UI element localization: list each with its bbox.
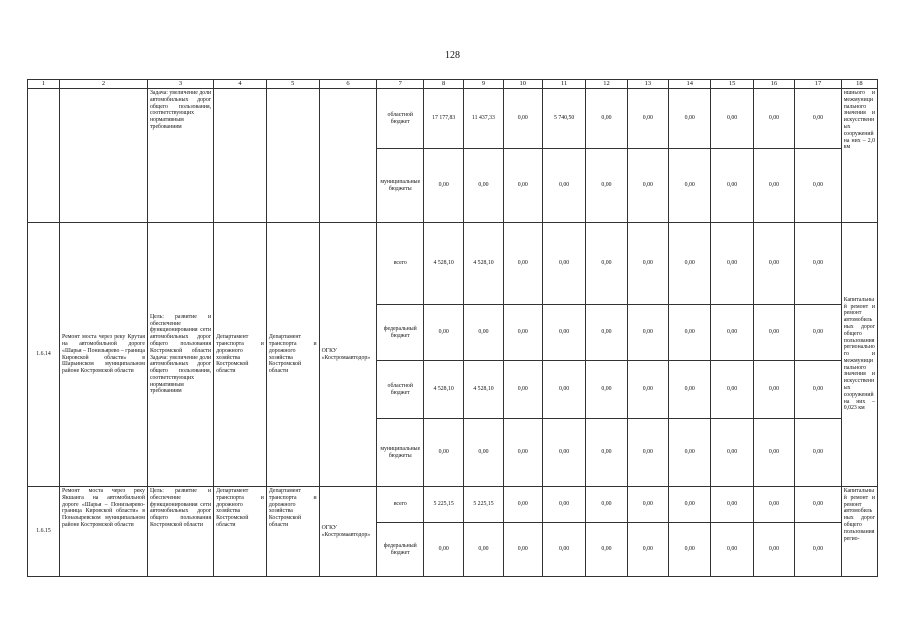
header-cell: 12 (586, 80, 627, 89)
header-cell: 14 (669, 80, 711, 89)
item-executor: ОГКУ «Костромаавтодор» (319, 487, 377, 577)
value-cell: 0,00 (586, 149, 627, 223)
funding-source: областной бюджет (377, 361, 424, 419)
value-cell: 0,00 (711, 419, 753, 487)
item-name: Ремонт моста через реку Якшанга на автомобильной дороге «Шарья – Понизьярево-граница Кировской области» в Поназыревском муниципальном районе Костромской области (60, 487, 148, 577)
value-cell: 0,00 (669, 487, 711, 523)
header-cell: 16 (753, 80, 794, 89)
funding-source: федеральный бюджет (377, 523, 424, 577)
value-cell: 0,00 (586, 361, 627, 419)
value-cell: 0,00 (503, 223, 542, 305)
funding-source: федеральный бюджет (377, 305, 424, 361)
value-cell: 4 528,10 (424, 223, 464, 305)
value-cell: 0,00 (669, 89, 711, 149)
header-cell: 15 (711, 80, 753, 89)
header-cell: 10 (503, 80, 542, 89)
value-cell: 0,00 (542, 223, 585, 305)
value-cell: 0,00 (795, 361, 842, 419)
funding-source: муниципальные бюджеты (377, 149, 424, 223)
value-cell: 0,00 (503, 487, 542, 523)
value-cell: 0,00 (464, 523, 503, 577)
value-cell: 0,00 (627, 523, 668, 577)
item-goal: Цель: развитие и обеспечение функционирования сети автомобильных дорог общего пользования Костромской области (147, 487, 213, 577)
value-cell: 0,00 (627, 419, 668, 487)
value-cell: 0,00 (669, 419, 711, 487)
table-row (28, 223, 878, 305)
value-cell: 0,00 (753, 487, 794, 523)
value-cell: 0,00 (627, 89, 668, 149)
funding-source: областной бюджет (377, 89, 424, 149)
value-cell: 4 528,10 (464, 361, 503, 419)
header-cell: 3 (147, 80, 213, 89)
value-cell: 0,00 (424, 149, 464, 223)
value-cell: 0,00 (542, 487, 585, 523)
value-cell: 0,00 (586, 419, 627, 487)
header-row (28, 80, 878, 89)
value-cell: 0,00 (424, 305, 464, 361)
value-cell: 0,00 (669, 149, 711, 223)
header-cell: 1 (28, 80, 60, 89)
note-cell: ншнього и межмуниципального значения и искусственных сооружений на них – 2,0 км (841, 89, 877, 223)
item-number: 1.6.14 (28, 223, 60, 487)
value-cell: 0,00 (542, 305, 585, 361)
value-cell: 0,00 (464, 305, 503, 361)
item-dept: Департамент транспорта и дорожного хозяйства Костромской области (214, 487, 267, 577)
value-cell: 0,00 (627, 487, 668, 523)
item-number-cell (28, 89, 60, 223)
value-cell: 4 528,10 (464, 223, 503, 305)
value-cell: 0,00 (503, 523, 542, 577)
value-cell: 5 225,15 (464, 487, 503, 523)
header-cell: 18 (841, 80, 877, 89)
value-cell: 0,00 (795, 305, 842, 361)
value-cell: 0,00 (503, 89, 542, 149)
value-cell: 0,00 (503, 149, 542, 223)
value-cell: 0,00 (795, 419, 842, 487)
value-cell: 0,00 (586, 487, 627, 523)
value-cell: 0,00 (711, 305, 753, 361)
item-goal: Цель: развитие и обеспечение функционирования сети автомобильных дорог общего пользования Костромской области Задача: увеличение доли автомобильных дорог общего пользования, соответствующих нормативным требованиям (147, 223, 213, 487)
funding-source: муниципальные бюджеты (377, 419, 424, 487)
executor-cell (319, 89, 377, 223)
value-cell: 5 740,50 (542, 89, 585, 149)
value-cell: 0,00 (669, 223, 711, 305)
value-cell: 0,00 (795, 223, 842, 305)
value-cell: 0,00 (503, 419, 542, 487)
item-dept-2: Департамент транспорта и дорожного хозяйства Костромской области (266, 487, 319, 577)
value-cell: 4 528,10 (424, 361, 464, 419)
item-executor: ОГКУ «Костромаавтодор» (319, 223, 377, 487)
value-cell: 0,00 (586, 223, 627, 305)
header-cell: 4 (214, 80, 267, 89)
value-cell: 0,00 (711, 361, 753, 419)
header-cell: 11 (542, 80, 585, 89)
value-cell: 0,00 (542, 361, 585, 419)
value-cell: 0,00 (627, 149, 668, 223)
item-number: 1.6.15 (28, 487, 60, 577)
value-cell: 0,00 (424, 523, 464, 577)
value-cell: 0,00 (753, 523, 794, 577)
header-cell: 2 (60, 80, 148, 89)
item-note: Капитальный ремонт и ремонт автомобильных дорог общего пользования регио- (841, 487, 877, 577)
value-cell: 0,00 (424, 419, 464, 487)
header-cell: 7 (377, 80, 424, 89)
value-cell: 0,00 (753, 305, 794, 361)
value-cell: 0,00 (464, 149, 503, 223)
value-cell: 0,00 (586, 89, 627, 149)
value-cell: 0,00 (542, 149, 585, 223)
dept-cell (214, 89, 267, 223)
value-cell: 0,00 (753, 149, 794, 223)
funding-source: всего (377, 487, 424, 523)
value-cell: 0,00 (464, 419, 503, 487)
value-cell: 0,00 (669, 305, 711, 361)
value-cell: 0,00 (711, 89, 753, 149)
goal-cell: Задача: увеличение доли автомобильных дорог общего пользования, соответствующих нормативным требованиям (147, 89, 213, 223)
value-cell: 0,00 (795, 523, 842, 577)
value-cell: 0,00 (503, 361, 542, 419)
item-dept: Департамент транспорта и дорожного хозяйства Костромской области (214, 223, 267, 487)
header-cell: 8 (424, 80, 464, 89)
header-cell: 17 (795, 80, 842, 89)
value-cell: 0,00 (542, 523, 585, 577)
value-cell: 0,00 (711, 523, 753, 577)
table-row (28, 89, 878, 149)
item-name: Ремонт моста через реку Крутая на автомобильной дороге «Шарья – Понизьярево – граница Кировской области» в Шарьинском муниципальном районе Костромской области (60, 223, 148, 487)
value-cell: 17 177,83 (424, 89, 464, 149)
value-cell: 0,00 (753, 223, 794, 305)
value-cell: 0,00 (795, 149, 842, 223)
value-cell: 0,00 (753, 89, 794, 149)
value-cell: 5 225,15 (424, 487, 464, 523)
value-cell: 0,00 (586, 523, 627, 577)
item-note: Капитальный ремонт и ремонт автомобильных дорог общего пользования регионального и межмуниципального значения и искусственных сооружений на них – 0,023 км (841, 223, 877, 487)
header-cell: 6 (319, 80, 377, 89)
program-table (27, 79, 878, 577)
value-cell: 0,00 (627, 305, 668, 361)
value-cell: 0,00 (753, 361, 794, 419)
value-cell: 11 437,33 (464, 89, 503, 149)
value-cell: 0,00 (503, 305, 542, 361)
value-cell: 0,00 (669, 523, 711, 577)
value-cell: 0,00 (627, 361, 668, 419)
item-name-cell (60, 89, 148, 223)
value-cell: 0,00 (711, 487, 753, 523)
value-cell: 0,00 (669, 361, 711, 419)
value-cell: 0,00 (795, 487, 842, 523)
header-cell: 13 (627, 80, 668, 89)
dept-cell (266, 89, 319, 223)
value-cell: 0,00 (711, 149, 753, 223)
value-cell: 0,00 (586, 305, 627, 361)
funding-source: всего (377, 223, 424, 305)
table-row (28, 487, 878, 523)
header-cell: 9 (464, 80, 503, 89)
value-cell: 0,00 (542, 419, 585, 487)
header-cell: 5 (266, 80, 319, 89)
value-cell: 0,00 (711, 223, 753, 305)
value-cell: 0,00 (795, 89, 842, 149)
value-cell: 0,00 (627, 223, 668, 305)
page-number: 128 (445, 50, 460, 61)
value-cell: 0,00 (753, 419, 794, 487)
item-dept-2: Департамент транспорта и дорожного хозяйства Костромской области (266, 223, 319, 487)
